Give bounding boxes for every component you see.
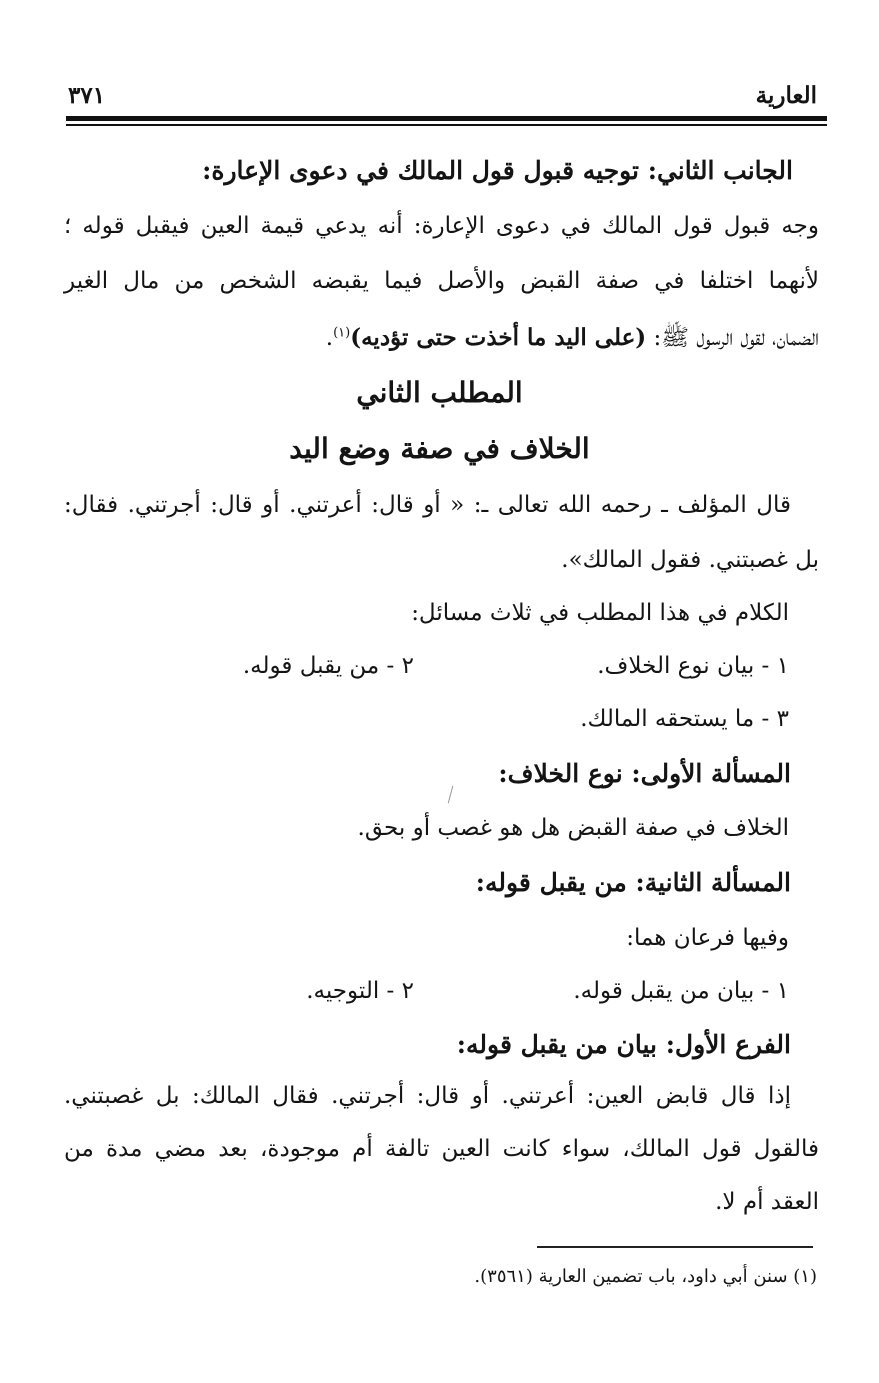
- branch-heading: الفرع الأول: بيان من يقبل قوله:: [456, 1030, 791, 1059]
- paragraph-line: فالقول قول المالك، سواء كانت العين تالفة أم موجودة، بعد مضي مدة من: [64, 1136, 819, 1162]
- issue-heading: المسألة الأولى: نوع الخلاف:: [498, 759, 791, 788]
- running-header-title: العارية: [755, 82, 817, 109]
- quote-line: قال المؤلف ـ رحمه الله تعالى ـ: « أو قال: أعرتني. أو قال: أجرتني. فقال:: [64, 492, 791, 518]
- footnote-separator: [537, 1246, 813, 1248]
- paragraph-line: وفيها فرعان هما:: [626, 925, 789, 951]
- header-rule-thick: [66, 116, 827, 121]
- paragraph-line: إذا قال قابض العين: أعرتني. أو قال: أجرتني. فقال المالك: بل غصبتني.: [64, 1083, 791, 1109]
- paragraph-text: الضمان، لقول الرسول ﷺ:: [646, 325, 819, 351]
- list-item: ٢ - التوجيه.: [306, 978, 414, 1004]
- header-rule-thin: [66, 124, 827, 126]
- list-item: ٣ - ما يستحقه المالك.: [580, 706, 789, 732]
- matlab-title: المطلب الثاني: [356, 376, 523, 409]
- paragraph-line: لأنهما اختلفا في صفة القبض والأصل فيما يقبضه الشخص من مال الغير: [64, 268, 819, 294]
- matlab-subtitle: الخلاف في صفة وضع اليد: [289, 432, 590, 465]
- paragraph-line: [326, 323, 819, 357]
- quote-line: بل غصبتني. فقول المالك».: [561, 547, 819, 573]
- paragraph-line: الخلاف في صفة القبض هل هو غصب أو بحق.: [357, 815, 789, 841]
- list-item: ١ - بيان نوع الخلاف.: [597, 653, 789, 679]
- hadith-text: (على اليد ما أخذت حتى تؤديه): [350, 324, 647, 351]
- page-number: ٣٧١: [68, 82, 106, 109]
- paragraph-text: .: [325, 325, 334, 351]
- stray-mark: [448, 786, 457, 804]
- intro-text: الكلام في هذا المطلب في ثلاث مسائل:: [411, 600, 789, 626]
- footnote-ref: (١): [333, 325, 351, 341]
- footnote-text: (١) سنن أبي داود، باب تضمين العارية (٣٥٦١).: [474, 1266, 817, 1287]
- list-item: ٢ - من يقبل قوله.: [242, 653, 414, 679]
- issue-heading: المسألة الثانية: من يقبل قوله:: [475, 868, 791, 897]
- section-heading: الجانب الثاني: توجيه قبول قول المالك في دعوى الإعارة:: [202, 156, 793, 185]
- paragraph-line: العقد أم لا.: [715, 1189, 819, 1215]
- list-item: ١ - بيان من يقبل قوله.: [573, 978, 789, 1004]
- paragraph-line: وجه قبول قول المالك في دعوى الإعارة: أنه يدعي قيمة العين فيقبل قوله ؛: [64, 213, 819, 239]
